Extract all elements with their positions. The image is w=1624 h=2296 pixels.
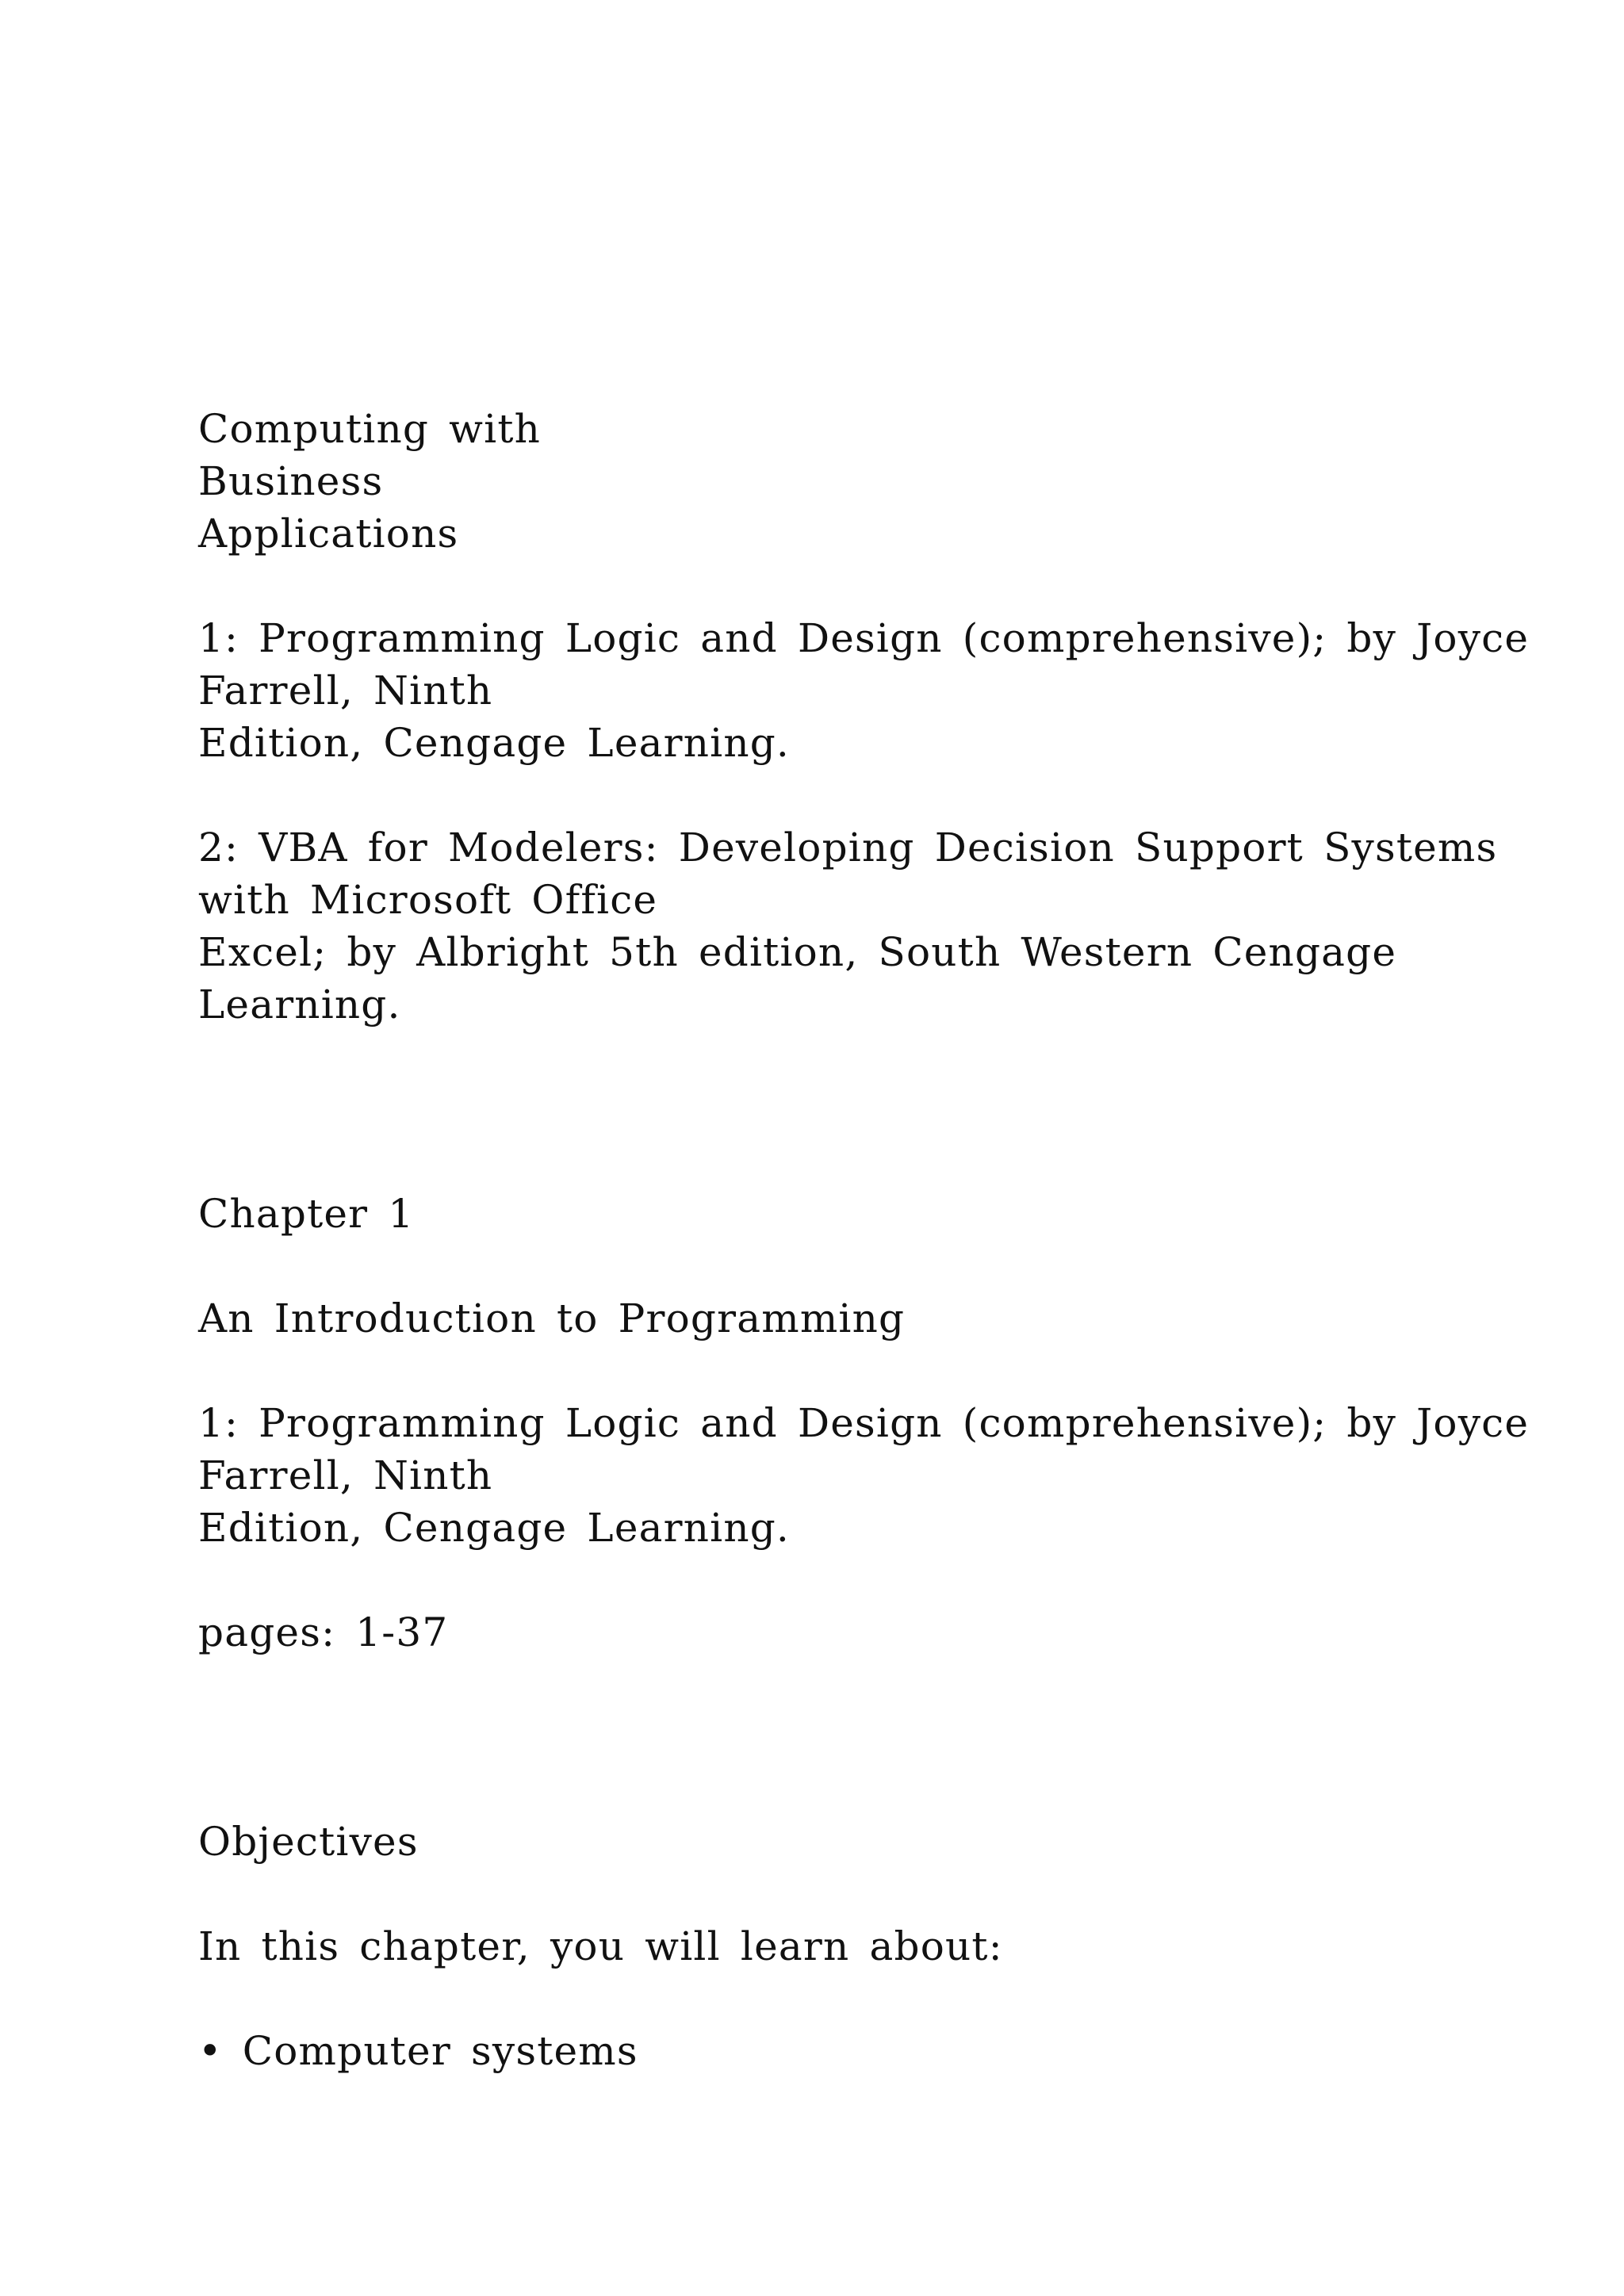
reference-2-line-3: Excel; by Albright 5th edition, South Western Cengage (198, 929, 1397, 975)
spacer (198, 1659, 1467, 1816)
reference-1 (198, 612, 1530, 769)
course-title (198, 403, 1467, 560)
reference-2-line-4: Learning. (198, 982, 401, 1027)
spacer (198, 1973, 1467, 2025)
objective-bullet-item: • Computer systems (198, 2028, 638, 2074)
reference-1-line-1: 1: Programming Logic and Design (comprehensive); by Joyce (198, 615, 1530, 661)
chapter-label: Chapter 1 (198, 1191, 415, 1237)
reference-1-line-3: Edition, Cengage Learning. (198, 720, 791, 766)
spacer (198, 560, 1467, 612)
spacer (198, 1868, 1467, 1920)
spacer (198, 1345, 1467, 1397)
objectives-heading: Objectives (198, 1819, 419, 1865)
page-range: pages: 1-37 (198, 1609, 449, 1655)
reference-2 (198, 821, 1498, 1031)
document-content (198, 403, 1530, 2077)
spacer (198, 1554, 1467, 1606)
spacer (198, 769, 1467, 821)
chapter-reference-line-3: Edition, Cengage Learning. (198, 1505, 791, 1551)
reference-1-line-2: Farrell, Ninth (198, 668, 493, 714)
title-line-2: Business (198, 458, 384, 504)
chapter-reference-line-1: 1: Programming Logic and Design (comprehensive); by Joyce (198, 1400, 1530, 1446)
title-line-1: Computing with (198, 406, 542, 452)
objectives-intro: In this chapter, you will learn about: (198, 1923, 1003, 1969)
chapter-reference-line-2: Farrell, Ninth (198, 1452, 493, 1498)
chapter-reference (198, 1397, 1530, 1554)
spacer (198, 1240, 1467, 1292)
reference-2-line-1: 2: VBA for Modelers: Developing Decision Support Systems (198, 825, 1498, 871)
title-line-3: Applications (198, 511, 459, 557)
reference-2-line-2: with Microsoft Office (198, 877, 658, 923)
spacer (198, 1031, 1467, 1188)
chapter-title: An Introduction to Programming (198, 1295, 906, 1341)
